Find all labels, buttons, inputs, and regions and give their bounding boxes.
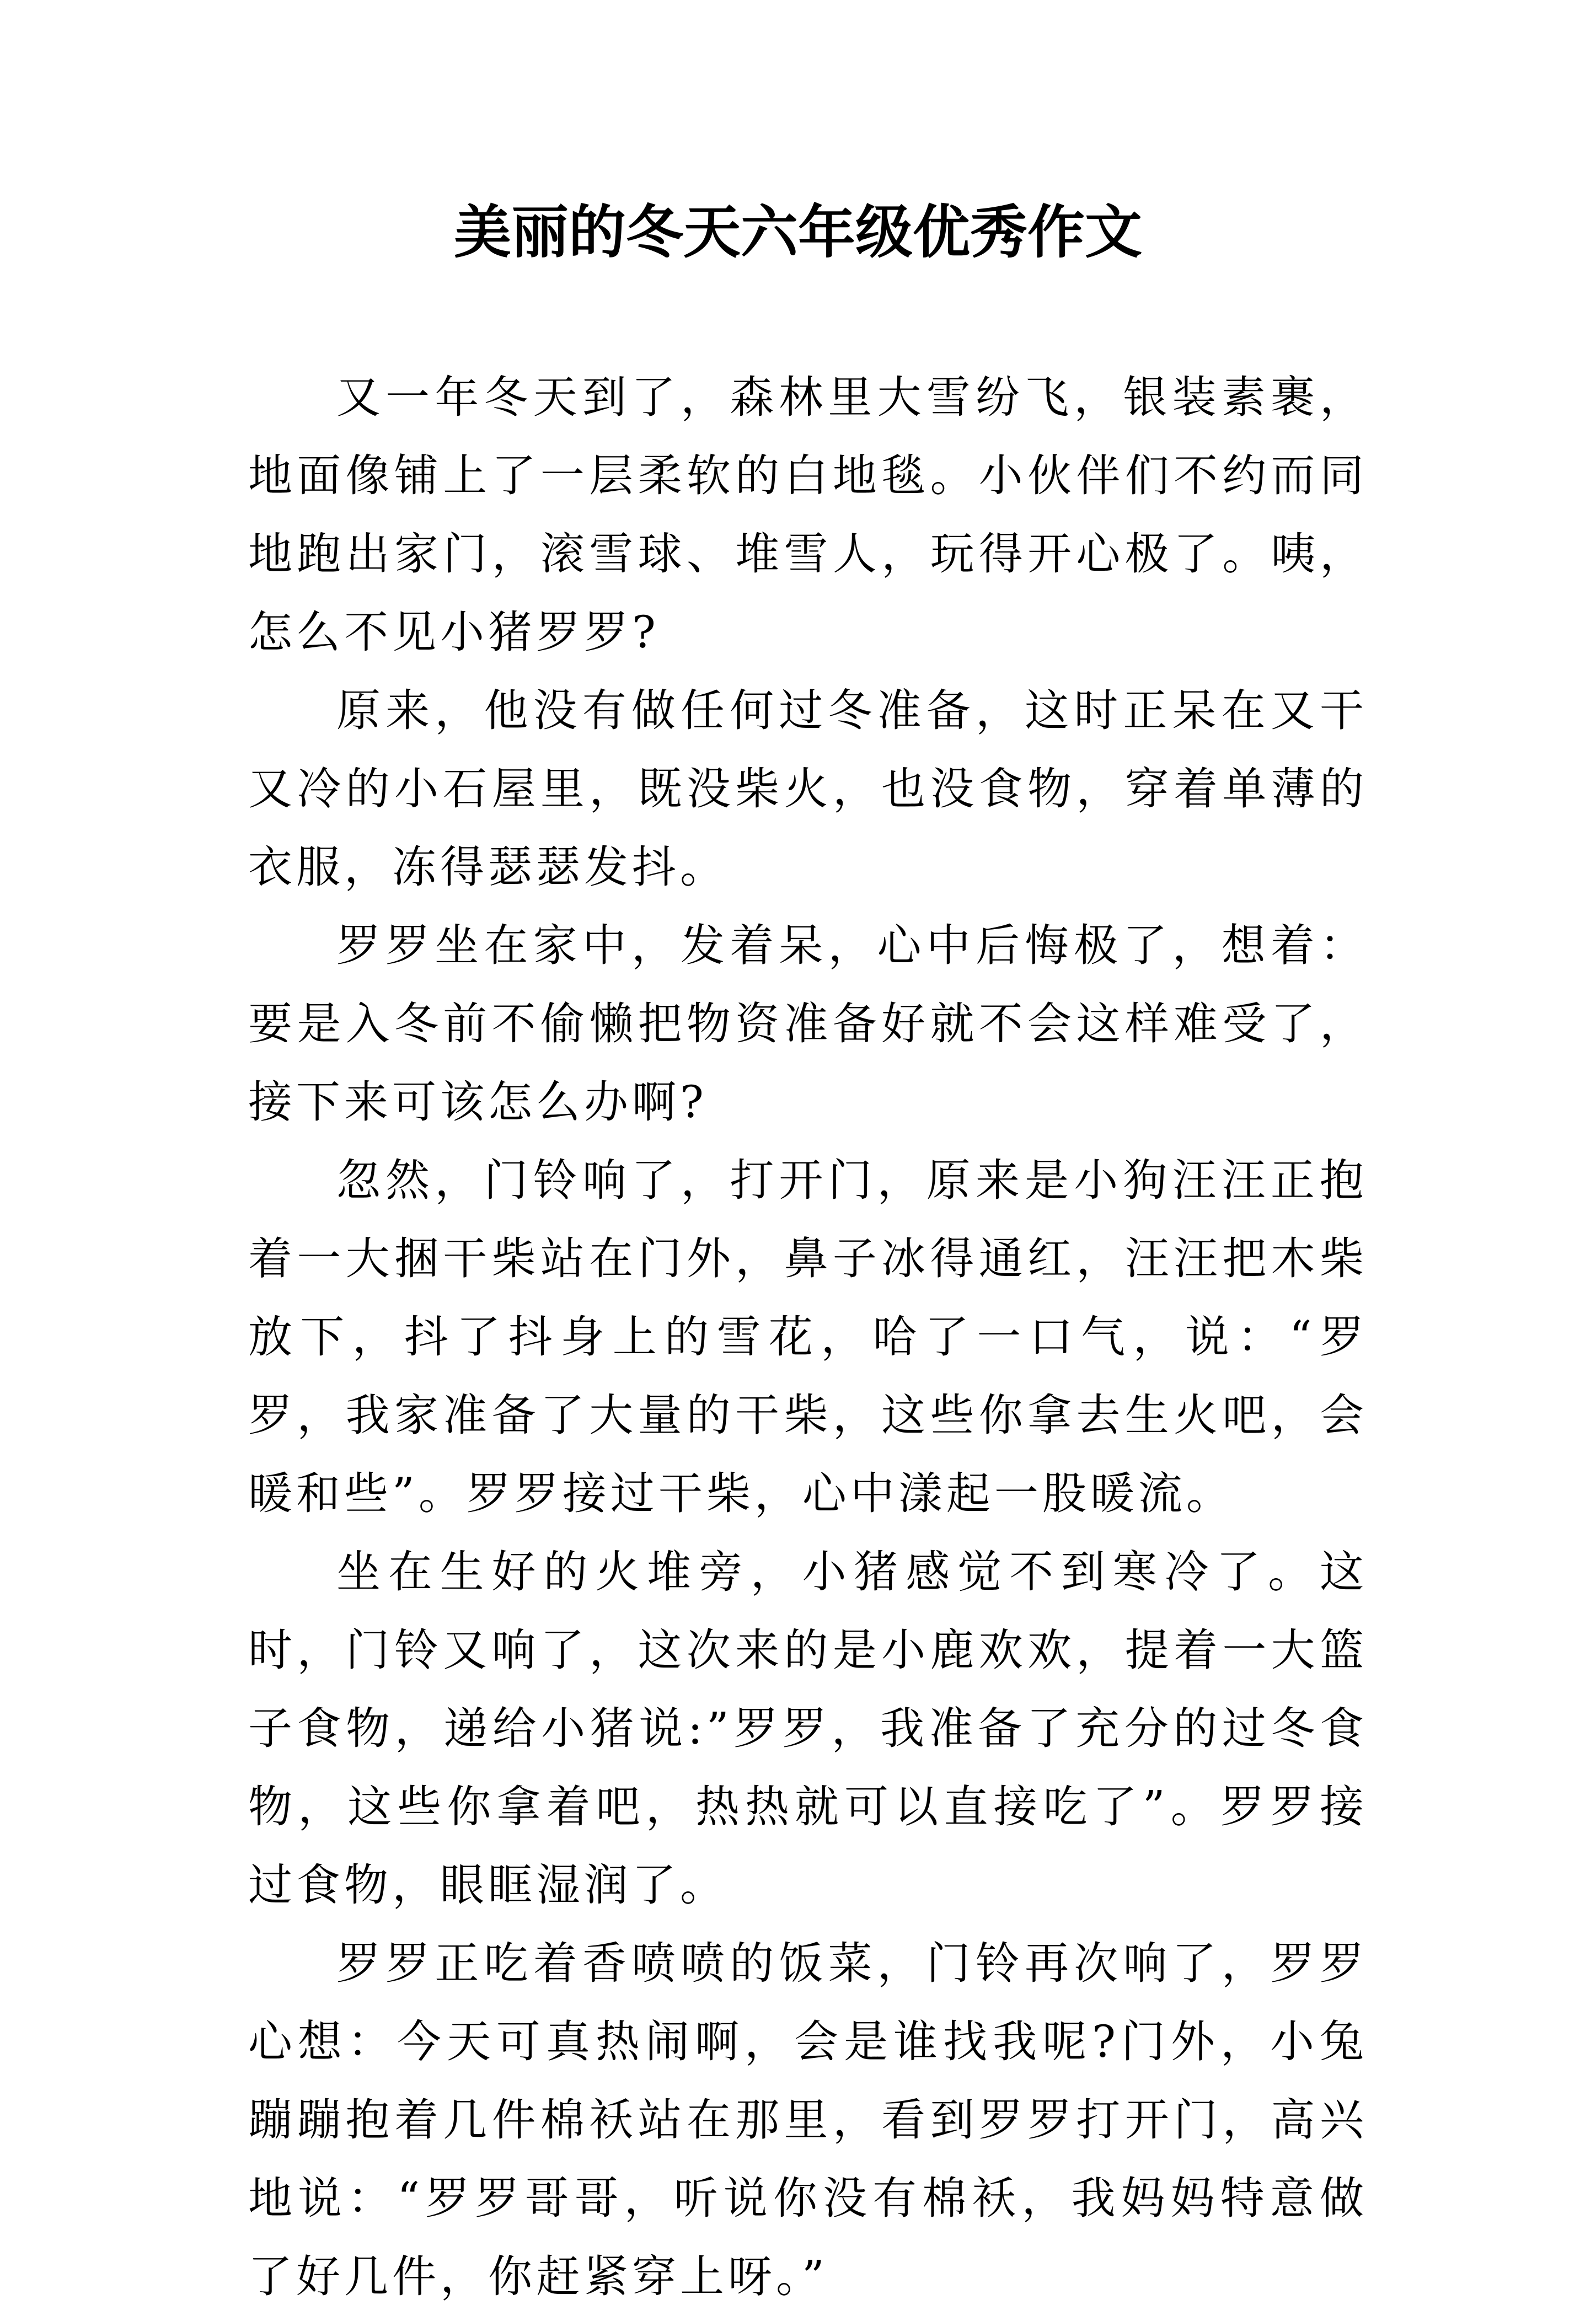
paragraph-1: 又一年冬天到了，森林里大雪纷飞，银装素裹，地面像铺上了一层柔软的白地毯。小伙伴们不约而同地跑出家门，滚雪球、堆雪人，玩得开心极了。咦，怎么不见小猪罗罗?: [248, 372, 1368, 658]
document-body: [248, 358, 1368, 2316]
paragraph-2: 原来，他没有做任何过冬准备，这时正呆在又干又冷的小石屋里，既没柴火，也没食物，穿着单薄的衣服，冻得瑟瑟发抖。: [248, 685, 1368, 893]
paragraph-6: 罗罗正吃着香喷喷的饭菜，门铃再次响了，罗罗心想：今天可真热闹啊，会是谁找我呢?门外，小兔蹦蹦抱着几件棉袄站在那里，看到罗罗打开门，高兴地说：“罗罗哥哥，听说你没有棉袄，我妈妈特意做了好几件，你赶紧穿上呀。”: [248, 1938, 1368, 2302]
paragraph-3: 罗罗坐在家中，发着呆，心中后悔极了，想着：要是入冬前不偷懒把物资准备好就不会这样难受了，接下来可该怎么办啊?: [248, 920, 1368, 1128]
paragraph-4: 忽然，门铃响了，打开门，原来是小狗汪汪正抱着一大捆干柴站在门外，鼻子冰得通红，汪汪把木柴放下，抖了抖身上的雪花，哈了一口气，说：“罗罗，我家准备了大量的干柴，这些你拿去生火吧，会暖和些”。罗罗接过干柴，心中漾起一股暖流。: [248, 1155, 1368, 1519]
paragraph-5: 坐在生好的火堆旁，小猪感觉不到寒冷了。这时，门铃又响了，这次来的是小鹿欢欢，提着一大篮子食物，递给小猪说:”罗罗，我准备了充分的过冬食物，这些你拿着吧，热热就可以直接吃了”。罗罗接过食物，眼眶湿润了。: [248, 1546, 1368, 1911]
document-title: 美丽的冬天六年级优秀作文: [453, 199, 1142, 266]
